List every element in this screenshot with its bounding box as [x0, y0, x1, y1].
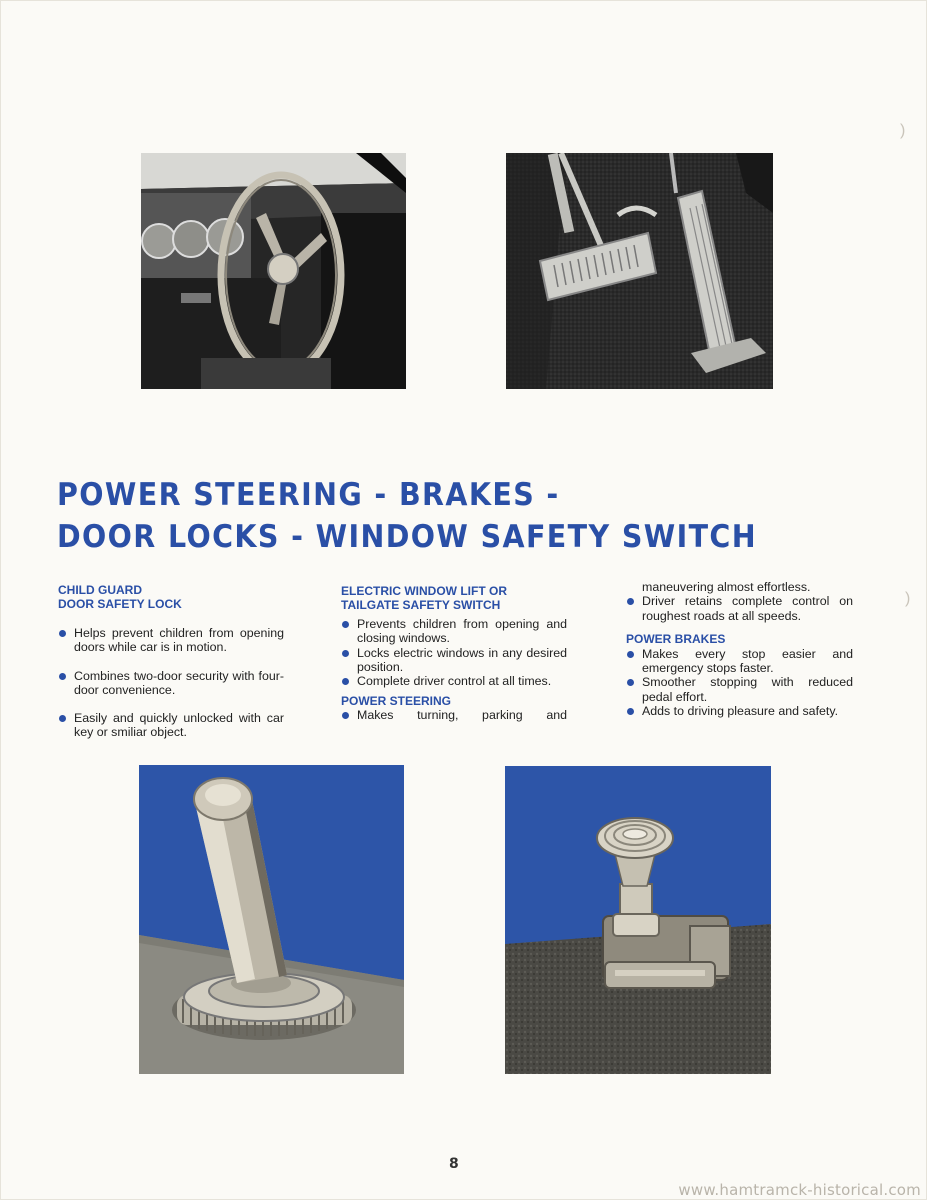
power-brakes-list — [626, 647, 853, 718]
continued-text: maneuvering almost effortless. — [642, 580, 811, 594]
headline-line-2: DOOR LOCKS - WINDOW SAFETY SWITCH — [57, 519, 757, 555]
brakes-column — [626, 580, 853, 718]
list-item: Easily and quickly unlocked with car key or smiliar object. — [58, 711, 284, 740]
window-switch-list — [341, 617, 567, 688]
list-item: Driver retains complete control on roughest roads at all speeds. — [626, 594, 853, 623]
power-steering-heading: POWER STEERING — [341, 694, 452, 709]
list-item: Combines two-door security with four-door convenience. — [58, 669, 284, 698]
watermark: www.hamtramck-historical.com — [678, 1181, 921, 1199]
window-safety-switch-photo — [505, 766, 771, 1074]
heading-line: TAILGATE SAFETY SWITCH — [341, 598, 501, 612]
scan-mark: ) — [905, 590, 911, 607]
steering-wheel-photo — [141, 153, 406, 389]
headline-line-1: POWER STEERING - BRAKES - — [57, 477, 560, 513]
window-switch-column — [341, 584, 567, 723]
power-steering-list-continued — [626, 594, 853, 623]
heading-line: CHILD GUARD — [58, 583, 142, 597]
child-guard-list — [58, 626, 284, 740]
list-item: Makes every stop easier and emergency stops faster. — [626, 647, 853, 676]
list-item: Adds to driving pleasure and safety. — [626, 704, 853, 718]
page-headline — [57, 474, 757, 558]
list-item: Complete driver control at all times. — [341, 674, 567, 688]
heading-line: DOOR SAFETY LOCK — [58, 597, 182, 611]
child-guard-heading — [58, 583, 284, 611]
list-item: Prevents children from opening and closing windows. — [341, 617, 567, 646]
power-steering-list — [341, 708, 567, 722]
page-number: 8 — [449, 1156, 459, 1172]
list-item: Makes turning, parking and — [341, 708, 567, 722]
brake-pedal-photo — [506, 153, 773, 389]
list-item: Helps prevent children from opening doors while car is in motion. — [58, 626, 284, 655]
list-item: Smoother stopping with reduced pedal effort. — [626, 675, 853, 704]
scan-mark: ) — [900, 122, 906, 139]
heading-line: ELECTRIC WINDOW LIFT OR — [341, 584, 507, 598]
power-brakes-heading: POWER BRAKES — [626, 631, 726, 646]
child-guard-column — [58, 583, 284, 754]
door-lock-knob-photo — [139, 765, 404, 1074]
window-switch-heading — [341, 584, 567, 612]
list-item: Locks electric windows in any desired position. — [341, 646, 567, 675]
